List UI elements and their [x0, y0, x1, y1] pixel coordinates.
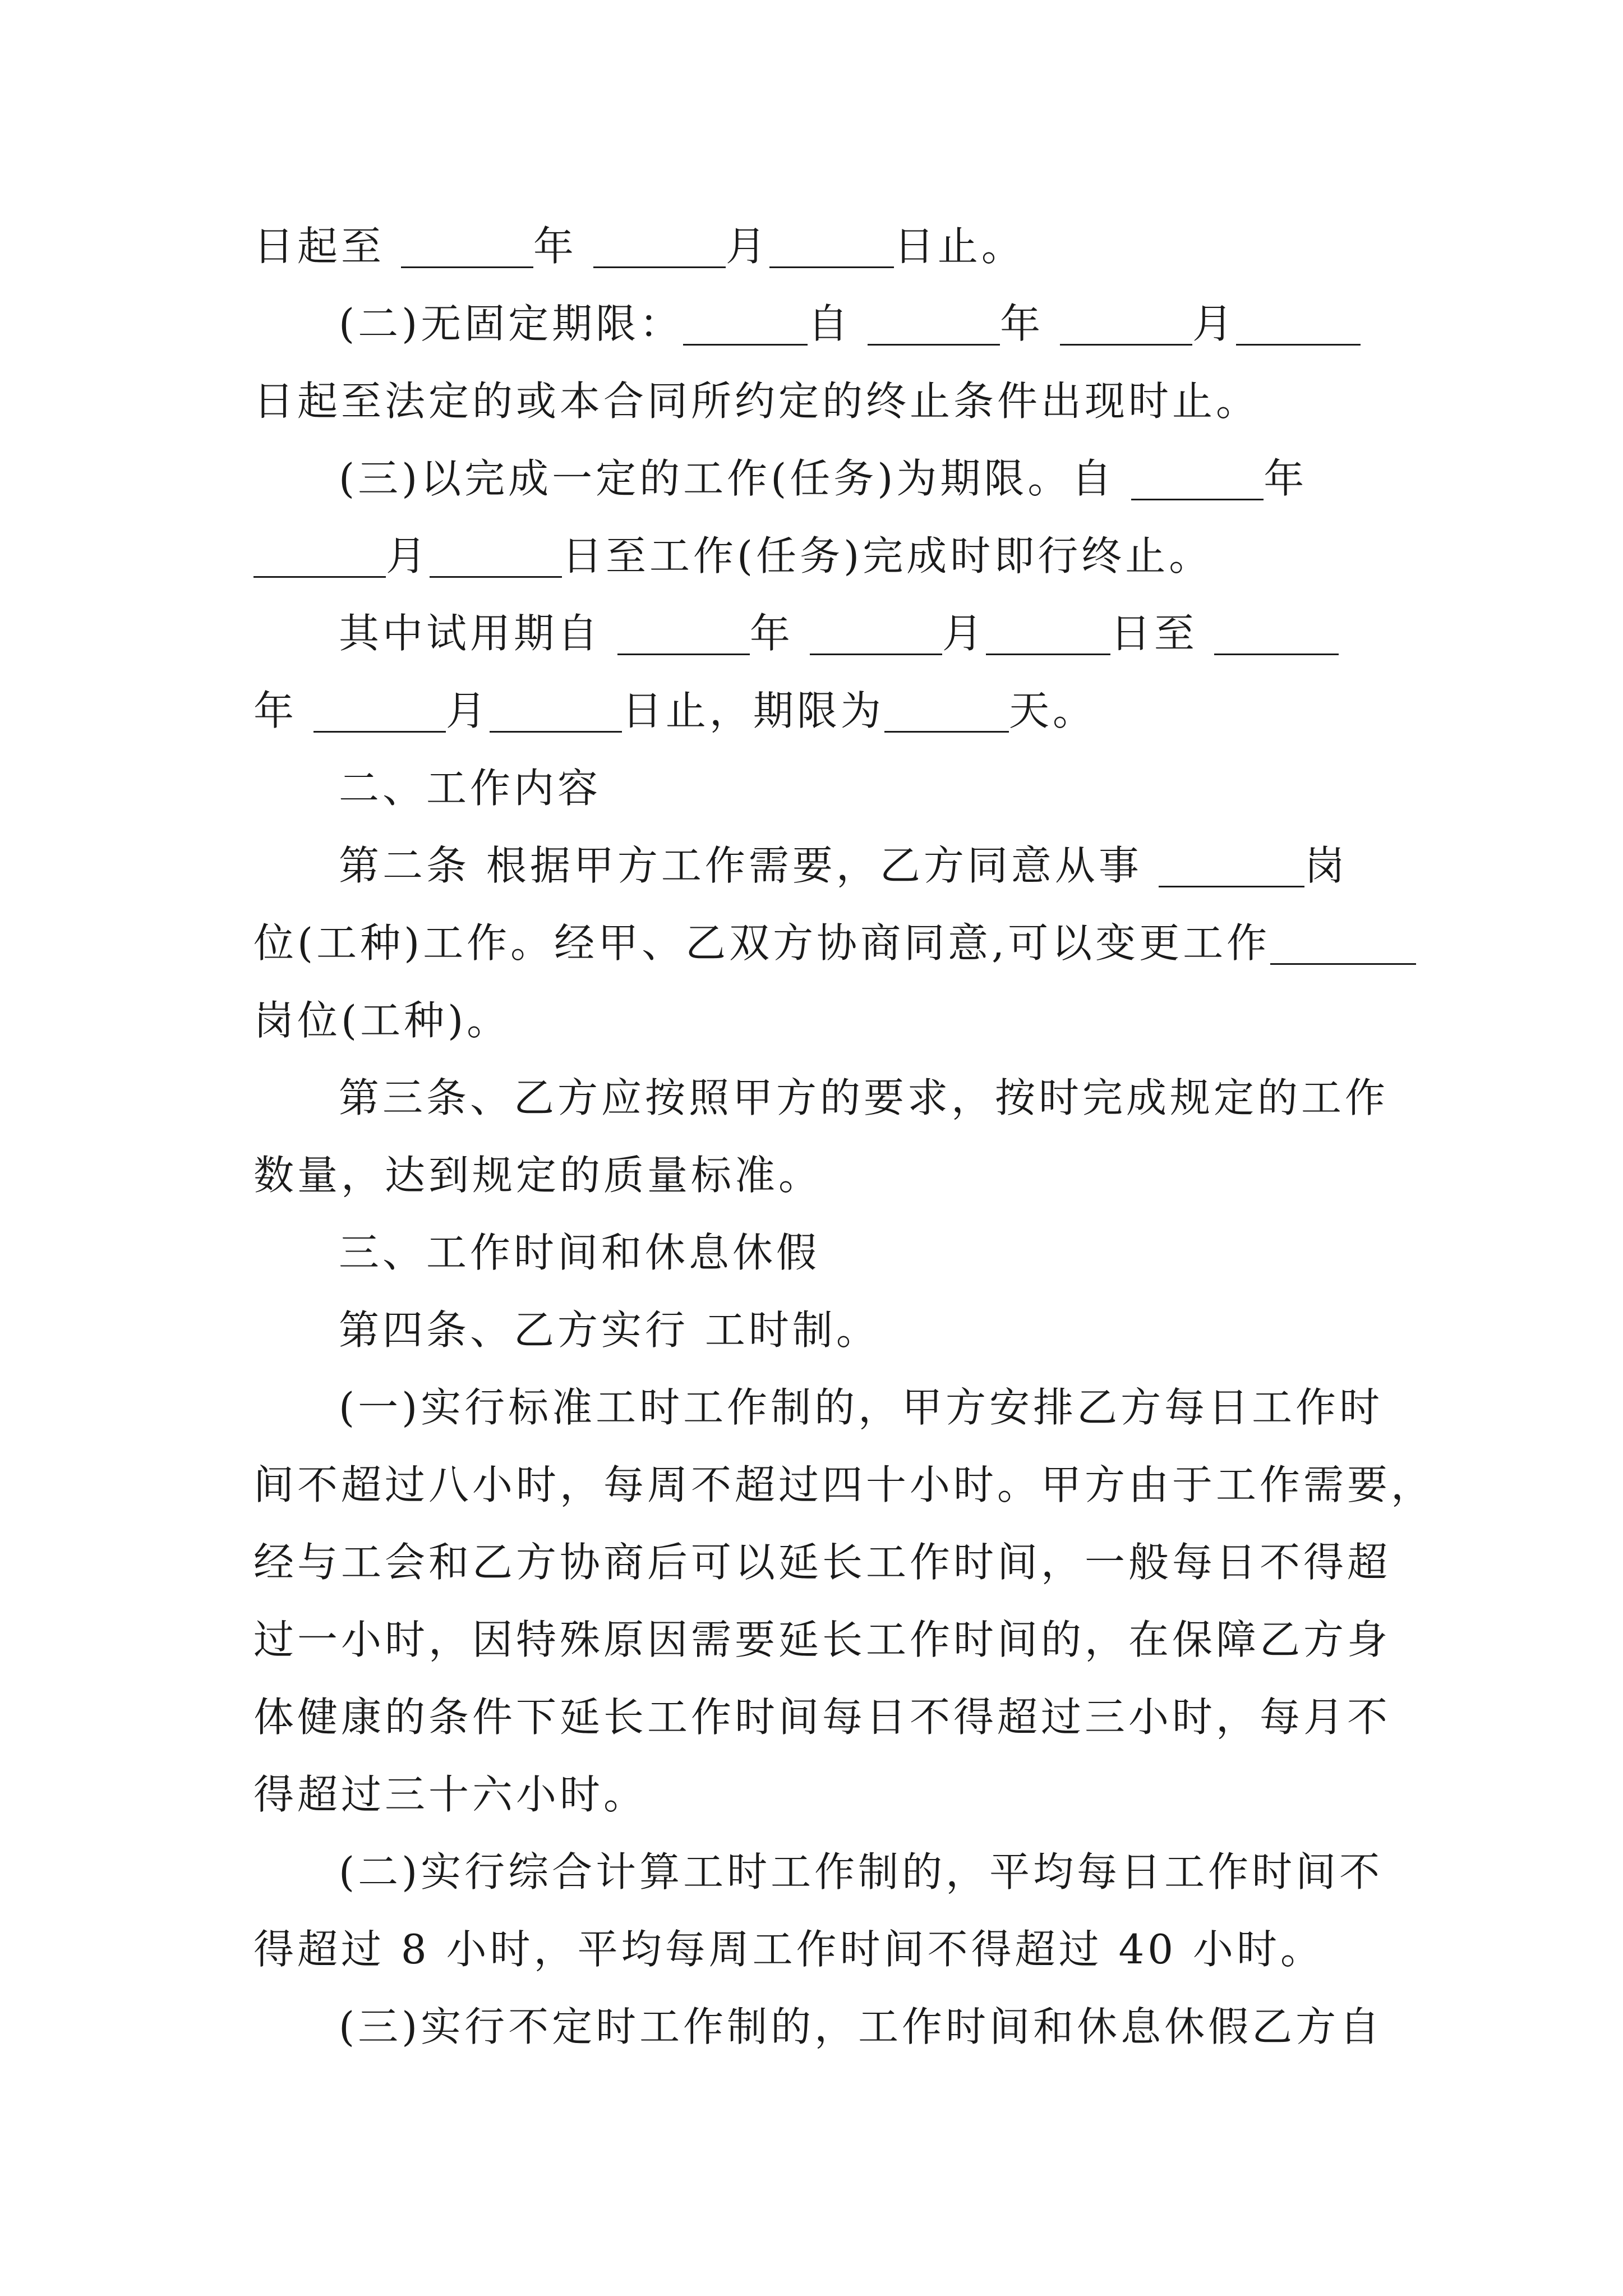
text-line	[253, 1369, 1392, 1446]
text: 日至工作(任务)完成时即行终止。	[562, 532, 1213, 579]
text: (二)无固定期限：	[339, 300, 684, 347]
blank-field[interactable]	[1060, 303, 1192, 346]
text: 第二条 根据甲方工作需要，乙方同意从事	[339, 842, 1142, 889]
blank-field[interactable]	[1131, 458, 1264, 500]
text: 得超过三十六小时。	[253, 1771, 648, 1818]
text: 二、工作内容	[339, 765, 602, 812]
text: 经与工会和乙方协商后可以延长工作时间，一般每日不得超	[253, 1539, 1391, 1586]
blank-field[interactable]	[593, 226, 726, 268]
text: 月	[725, 223, 769, 270]
text-line	[253, 672, 1392, 749]
text: 月	[445, 687, 490, 734]
text: 月	[942, 610, 986, 657]
text-line	[253, 982, 1392, 1059]
text: 年	[253, 687, 298, 734]
blank-field[interactable]	[430, 536, 562, 578]
text: (一)实行标准工时工作制的，甲方安排乙方每日工作时	[339, 1384, 1384, 1431]
document-page	[253, 208, 1435, 2065]
text-line	[253, 1833, 1392, 1911]
blank-field[interactable]	[868, 303, 1000, 346]
text: 月	[386, 532, 430, 579]
section-heading	[253, 1214, 1392, 1291]
text: 过一小时，因特殊原因需要延长工作时间的，在保障乙方身	[253, 1616, 1391, 1663]
text-line	[253, 362, 1392, 440]
text-line	[253, 517, 1392, 595]
text-line	[253, 1524, 1392, 1601]
blank-field[interactable]	[810, 613, 942, 655]
text-line	[253, 904, 1392, 982]
text-line	[253, 1756, 1392, 1833]
text: 日起至法定的或本合同所约定的终止条件出现时止。	[253, 378, 1260, 425]
blank-field[interactable]	[884, 691, 1009, 733]
blank-field[interactable]	[490, 691, 622, 733]
text: 日止。	[893, 223, 1025, 270]
text-line	[253, 1678, 1392, 1756]
text: 第四条、乙方实行 工时制。	[339, 1306, 880, 1354]
text: 其中试用期自	[339, 610, 602, 657]
text: 日止，期限为	[621, 687, 884, 734]
text-line	[253, 595, 1392, 672]
text: 岗	[1304, 842, 1348, 889]
text: (二)实行综合计算工时工作制的，平均每日工作时间不	[339, 1848, 1384, 1895]
section-heading	[253, 749, 1392, 827]
text-line	[253, 1137, 1392, 1214]
text: 岗位(工种)。	[253, 997, 511, 1044]
blank-field[interactable]	[1159, 845, 1304, 887]
blank-field[interactable]	[253, 536, 386, 578]
blank-field[interactable]	[683, 303, 808, 346]
text-line	[253, 1291, 1392, 1369]
text-line	[253, 285, 1392, 362]
text: 得超过 8 小时，平均每周工作时间不得超过 40 小时。	[253, 1926, 1324, 1973]
blank-field[interactable]	[617, 613, 750, 655]
text: 位(工种)工作。经甲、乙双方协商同意,可以变更工作	[253, 919, 1271, 967]
text-line	[253, 1988, 1392, 2065]
text: 日至	[1110, 610, 1198, 657]
text-line	[253, 440, 1392, 517]
text: 第三条、乙方应按照甲方的要求，按时完成规定的工作	[339, 1074, 1389, 1121]
text: (三)以完成一定的工作(任务)为期限。自	[339, 455, 1115, 502]
blank-field[interactable]	[313, 691, 446, 733]
text: 三、工作时间和休息休假	[339, 1229, 820, 1276]
text: 数量，达到规定的质量标准。	[253, 1152, 823, 1199]
blank-field[interactable]	[1270, 923, 1416, 965]
text: 月	[1192, 300, 1237, 347]
text-line	[253, 1911, 1392, 1988]
text-line	[253, 1446, 1435, 1524]
text: (三)实行不定时工作制的，工作时间和休息休假乙方自	[339, 2003, 1384, 2050]
text: 自	[808, 300, 852, 347]
blank-field[interactable]	[401, 226, 533, 268]
text-line	[253, 827, 1392, 904]
text: 体健康的条件下延长工作时间每日不得超过三小时，每月不	[253, 1694, 1391, 1741]
text-line	[253, 1059, 1392, 1137]
text: 天。	[1008, 687, 1096, 734]
blank-field[interactable]	[1236, 303, 1361, 346]
text-line	[253, 1601, 1392, 1678]
text-line	[253, 208, 1392, 285]
text: 年	[1264, 455, 1308, 502]
blank-field[interactable]	[986, 613, 1110, 655]
blank-field[interactable]	[769, 226, 894, 268]
text: 年	[533, 223, 577, 270]
blank-field[interactable]	[1214, 613, 1339, 655]
text: 年	[1000, 300, 1044, 347]
text: 日起至	[253, 223, 385, 270]
text: 年	[749, 610, 794, 657]
text: 间不超过八小时，每周不超过四十小时。甲方由于工作需要，	[253, 1461, 1435, 1508]
